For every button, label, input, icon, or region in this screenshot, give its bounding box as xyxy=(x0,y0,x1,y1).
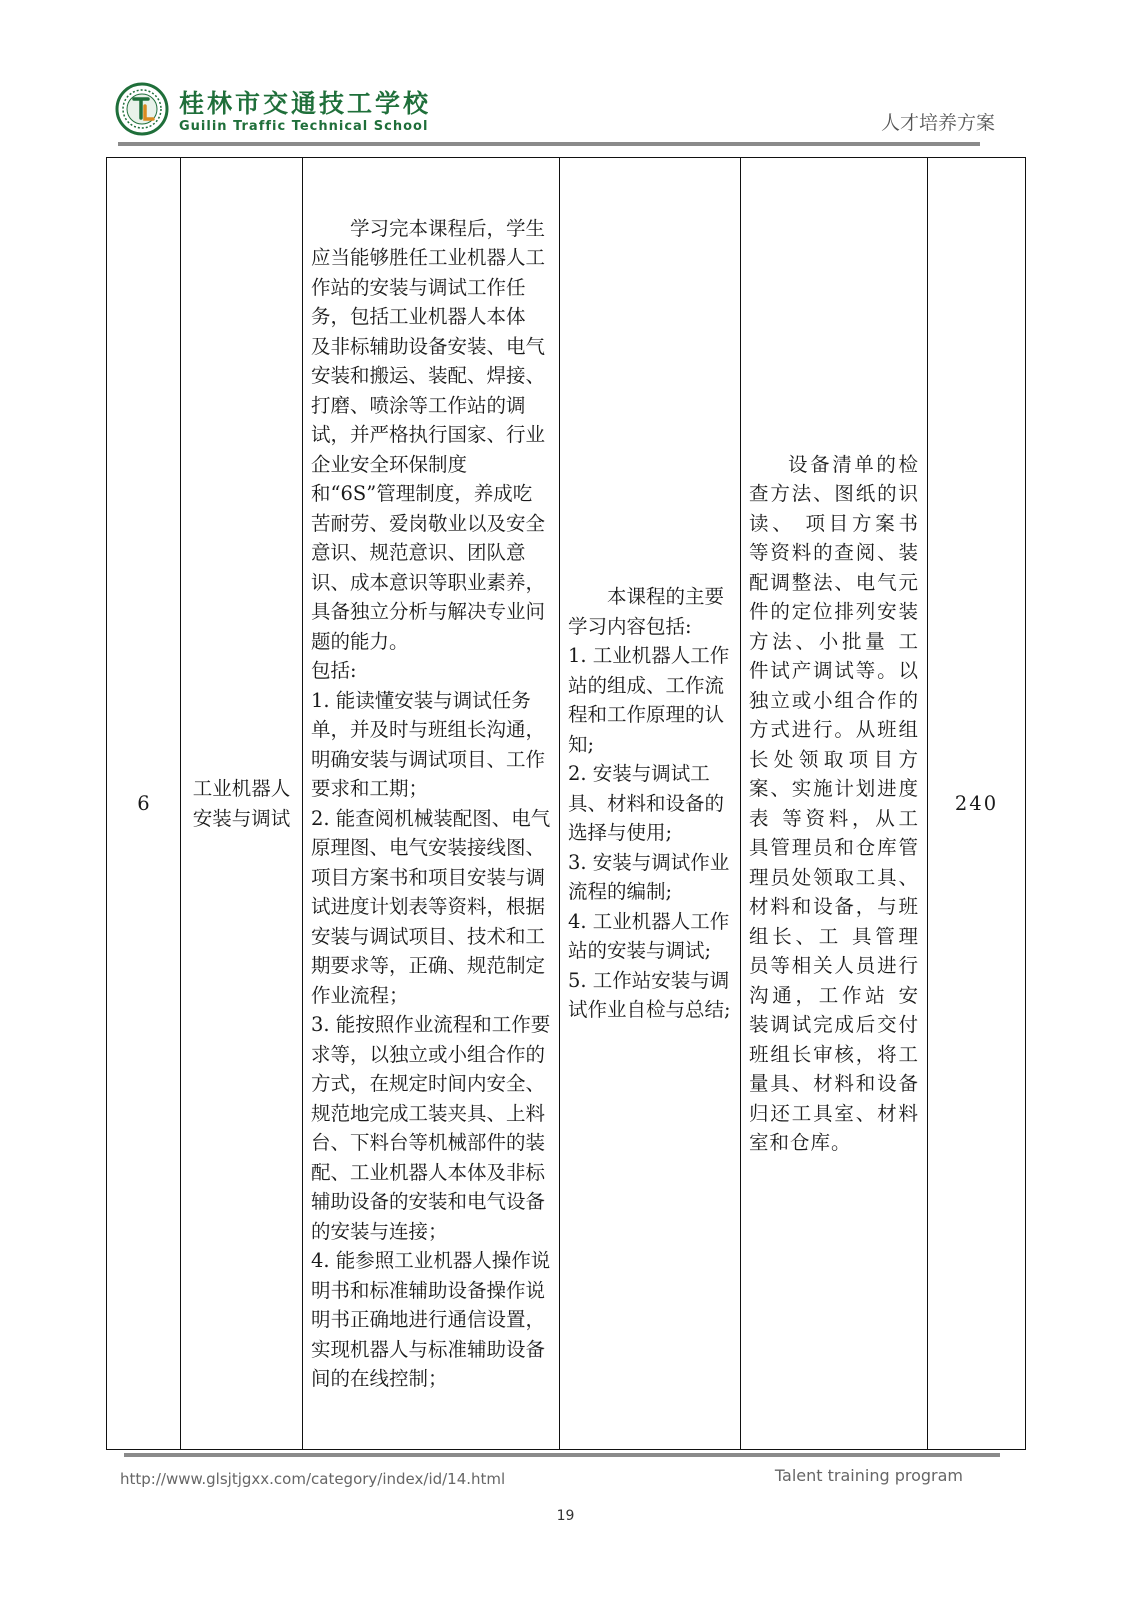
course-hours: 240 xyxy=(928,158,1026,1450)
course-number: 6 xyxy=(107,158,181,1450)
school-logo-icon xyxy=(115,82,169,136)
content-item: 4. 工业机器人工作站的安装与调试; xyxy=(568,909,730,963)
content-item: 3. 安装与调试作业流程的编制; xyxy=(568,850,730,904)
methods-text: 设备清单的检查方法、图纸的识读、 项目方案书等资料的查阅、装配调整法、电气元件的定位排列安装方法、小批量 工件试产调试等。以独立或小组合作的方式进行。从班组长处领取项目方案、实施计划进度表 等资料，从工具管理员和仓库管理员处领取工具、材料和设备，与班组长、工 具管理员等相关人员进行沟通，工作站 安装调试完成后交付班组长审核，将工 量具、材料和设备归还工具室、材料室和仓库。 xyxy=(749,452,919,1154)
content-item: 5. 工作站安装与调试作业自检与总结; xyxy=(568,968,731,1022)
school-name-en: Guilin Traffic Technical School xyxy=(179,119,429,134)
content-item: 2. 安装与调试工具、材料和设备的选择与使用; xyxy=(568,762,725,845)
content-item: 1. 工业机器人工作站的组成、工作流程和工作原理的认知; xyxy=(568,644,730,756)
goal-item: 4. 能参照工业机器人操作说明书和标准辅助设备操作说明书正确地进行通信设置，实现机器人与标准辅助设备间的在线控制； xyxy=(311,1249,551,1390)
goal-item: 3. 能按照作业流程和工作要求等，以独立或小组合作的方式，在规定时间内安全、规范地完成工装夹具、上料台、下料台等机械部件的装配、工业机器人本体及非标辅助设备的安装和电气设备的安装与连接； xyxy=(311,1013,551,1243)
page-number: 19 xyxy=(556,1508,575,1524)
course-table xyxy=(106,157,1026,1450)
goal-item: 2. 能查阅机械装配图、电气原理图、电气安装接线图、项目方案书和项目安装与调试进度计划表等资料，根据安装与调试项目、技术和工期要求等，正确、规范制定作业流程； xyxy=(311,806,551,1007)
course-goals-cell xyxy=(303,158,560,1450)
school-name-cn: 桂林市交通技工学校 xyxy=(179,89,432,118)
goals-label: 包括: xyxy=(311,659,357,682)
goal-item: 1. 能读懂安装与调试任务单，并及时与班组长沟通，明确安装与调试项目、工作要求和工期； xyxy=(311,688,546,800)
table-row xyxy=(107,158,1026,1450)
header-divider xyxy=(118,142,980,146)
course-content-cell xyxy=(560,158,741,1450)
footer-divider xyxy=(124,1453,1000,1457)
footer-url: http://www.glsjtjgxx.com/category/index/id/14.html xyxy=(120,1470,506,1488)
footer-doc-type: Talent training program xyxy=(774,1466,963,1485)
content-intro: 本课程的主要学习内容包括: xyxy=(568,585,725,638)
course-name: 工业机器人安装与调试 xyxy=(181,158,303,1450)
course-methods-cell xyxy=(741,158,928,1450)
page-header xyxy=(115,78,995,148)
document-type: 人才培养方案 xyxy=(880,112,995,134)
goals-intro: 学习完本课程后，学生应当能够胜任工业机器人工作站的安装与调试工作任务，包括工业机器人本体 及非标辅助设备安装、电气安装和搬运、装配、焊接、打磨、喷涂等工作站的调试，并严格执行国家、行业企业安全环保制度和“6S”管理制度，养成吃苦耐劳、爱岗敬业以及安全意识、规范意识、团队意识、成本意识等职业素养，具备独立分析与解决专业问题的能力。 xyxy=(311,216,546,653)
